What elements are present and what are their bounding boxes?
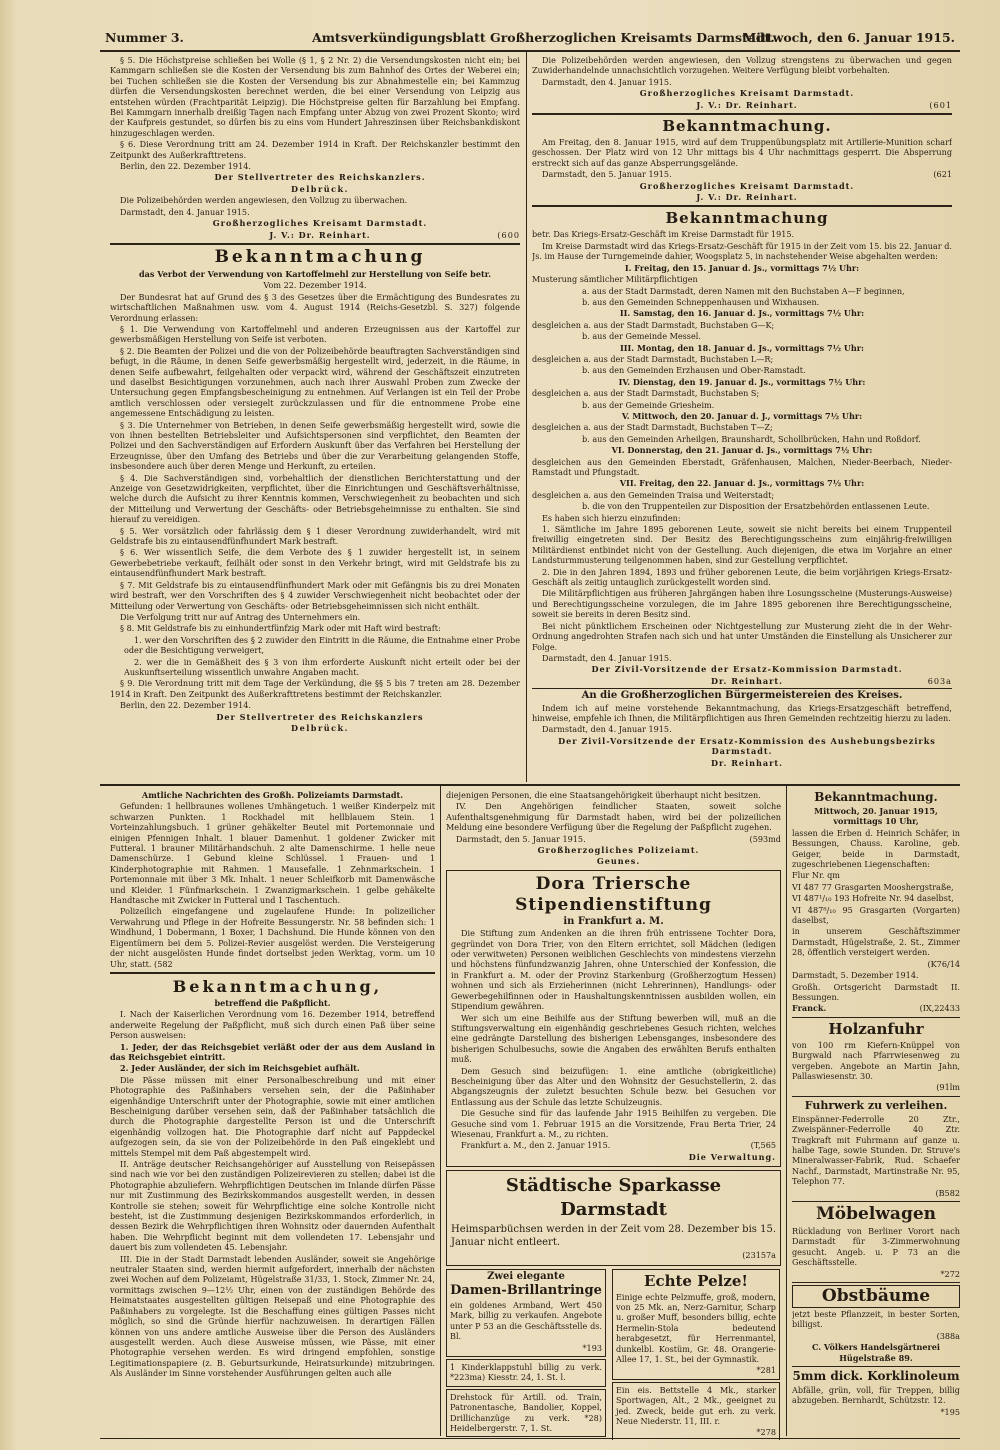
- schedule-day: I. Freitag, den 15. Januar d. Js., vormittags 7½ Uhr:: [624, 262, 860, 273]
- schedule-entry: b. aus den Gemeinden Arheilgen, Braunshardt, Schollbrücken, Hahn und Roßdorf.: [582, 433, 921, 444]
- body-paragraph: III. Die in der Stadt Darmstadt lebenden Ausländer, soweit sie Angehörige neutraler Staaten sind, werden hiermit aufgefordert, innerhalb der nächsten zwei Wochen auf dem Polizeiamt, Hügelstraße 31/33, 1. Stock, Zimmer Nr. 24, vormittags zwischen 9—12½ Uhr, einen von der zuständigen Behörde des Heimatstaates ausgestellten gültigen Reisepaß und eine Photographie des Paßinhabers zu vorgelegte. Ist die Beschaffung eines gültigen Passes nicht möglich, so sind die Gründe hierfür nachzuweisen. In derartigen Fällen können von uns andere amtliche Ausweise über die Person des Ausländers ausgestellt werden. Auch diese Ausweise müssen, wie Pässe, mit einer Photographie versehen werden. Es wird dringend empfohlen, sonstige Legitimationspapiere (z. B. Geburtsurkunde, Heiratsurkunde) mitzubringen. Als Ausländer im Sinne vorstehender Ausführungen gelten auch alle: [110, 1253, 435, 1379]
- advert-signature: Großh. Ortsgericht Darmstadt II. Bessungen.: [792, 981, 960, 1002]
- advert-heading: Dora Triersche Stipendienstiftung: [515, 873, 712, 915]
- advert-heading: Möbelwagen: [815, 1204, 937, 1224]
- sparkasse-advert: [446, 1170, 781, 1265]
- schedule-entry: b. aus den Gemeinden Erzhausen und Ober-Ramstadt.: [582, 365, 806, 376]
- signature-title: Der Stellvertreter des Reichskanzlers.: [214, 172, 426, 183]
- section-divider: [532, 113, 952, 115]
- advert-heading: Fuhrwerk zu verleihen.: [804, 1098, 948, 1112]
- vehicle-rental-advert: [792, 1099, 960, 1202]
- advert-heading: Städtische Sparkasse Darmstadt: [505, 1175, 722, 1221]
- advert-text: Einige echte Pelzmuffe, groß, modern, von 25 Mk. an, Nerz-Garnitur, Scharp u. großer Muff, besonders billig, echte Hermelin-Stola bedeutend herabgesetzt, für Herrenmantel, dunkelbl. Kostüm, Gr. 48. Orangerie-Allee 17, 1. St., bei der Gymnastik.: [616, 1291, 776, 1365]
- signature-name: J. V.: Dr. Reinhart.: [269, 229, 371, 240]
- advert-text: Einspänner-Federrolle 20 Ztr., Zweispänner-Federrolle 40 Ztr. Tragkraft mit Fuhrmann auf ganze u. halbe Tage, sowie Stunden. Dr. Struve's Mineralwasser-Fabrik, Rud. Schaefer Nachf., Darmstadt, Martinstraße Nr. 95, Telephon 77.: [792, 1113, 960, 1187]
- table-row: VI 487 77 Grasgarten Mooshergstraße,: [792, 881, 954, 892]
- found-items-list: Gefunden: 1 hellbraunes wollenes Umhängetuch. 1 weißer Kinderpelz mit schwarzen Punkten. 1 Rockhadel mit hellblauem Stein. 1 Vorteinzahlungsbuch. 1 grüner gehäkelter Beutel mit Portemonnaie und einigen Pfennigen Inhalt. 1 blauer Damenhut. 1 goldener Zwicker mit Futteral. 1 brauner Militärhandschuh. 2 alte Damenschirme. 1 helle neue Damenschürze. 1 Gebund kleine Schlüssel. 1 Frauen- und 1 Kinderphotographie mit Rahmen. 1 Mausefalle. 1 Zehnmarkschein. 1 Portemonnaie mit über 3 Mk. Inhalt. 1 neuer Schleifkorb mit Damenwäsche und Kleider. 1 Fünfmarkschein. 1 Zwanzigmarkschein. 1 gelbe gehäkelte Handtasche mit Zwicker in Futteral und 1 Taschentuch.: [110, 801, 435, 906]
- body-paragraph: 1. Sämtliche im Jahre 1895 geborenen Leute, soweit sie nicht bereits bei einem Truppenteil freiwillig eingetreten sind. Der Besitz des Berechtigungsscheins zum einjährig-freiwilligen Militärdienst entbindet nicht von der Gestellung. Auch diejenigen, die etwa im Vorjahre an einer Landsturmmusterung teilgenommen haben, sind zur Gestellung verpflichtet.: [532, 524, 952, 566]
- advert-text: Abfälle, grün, voll, für Treppen, billig abzugeben. Bernhardt, Schützstr. 12.: [792, 1385, 960, 1406]
- body-paragraph: IV. Den Angehörigen feindlicher Staaten, soweit solche Aufenthaltsgenehmigung für Darmstadt haben, wird bei der polizeilichen Meldung eine besondere Verfügung über die Regelung der Paßpflicht zugehen.: [446, 801, 781, 833]
- dogs-paragraph: [110, 906, 435, 968]
- signature-line: [532, 676, 952, 686]
- schedule-day: VI. Donnerstag, den 21. Januar d. Js., vormittags 7½ Uhr:: [611, 445, 873, 456]
- advert-dateline: [451, 1140, 776, 1150]
- advert-heading: Holzanfuhr: [828, 1019, 924, 1038]
- column-divider: [526, 52, 527, 782]
- body-paragraph: § 6. Wer wissentlich Seife, die dem Verbote des § 1 zuwider hergestellt ist, in seinem Gewerbebetriebe verkauft, feilhält oder sonst in den Verkehr bringt, wird mit Geldstrafe bis zu eintausendfünfhundert Mark bestraft.: [110, 547, 520, 579]
- body-paragraph: Bei nicht pünktlichem Erscheinen oder Nichtgestellung zur Musterung zieht die in der Wehr-Ordnung angedrohten Strafen nach sich und hat unter Umständen die Einstellung als Unsicherer zur Folge.: [532, 620, 952, 652]
- body-paragraph: Der Bundesrat hat auf Grund des § 3 des Gesetzes über die Ermächtigung des Bundesrates zu wirtschaftlichen Maßnahmen usw. vom 4. August 1914 (Reichs-Gesetzbl. S. 327) folgende Verordnung erlassen:: [110, 291, 520, 323]
- advert-text: jetzt beste Pflanzzeit, in bester Sorten, billigst.: [792, 1309, 960, 1330]
- furs-advert-box: [612, 1269, 780, 1380]
- notice-number: (600: [497, 229, 520, 240]
- advert-heading: Damen-Brillantringe: [450, 1283, 602, 1298]
- section-divider: [532, 688, 952, 689]
- stipend-advert: [446, 870, 781, 1167]
- announcement-heading: Bekanntmachung.: [662, 117, 832, 136]
- schedule-entry: a. aus der Stadt Darmstadt, deren Namen mit den Buchstaben A—F beginnen,: [582, 285, 905, 296]
- signature-line: [110, 230, 520, 240]
- signature-name: Dr. Reinhart.: [711, 757, 783, 768]
- dateline-text: Darmstadt, den 5. Januar 1915.: [542, 169, 672, 180]
- dogs-text: Polizeilich eingefangene und zugelaufene Hunde: In polizeilicher Verwahrung und Pflege in der Hofreite Bessungerstr. Nr. 58 befinden sich: 1 Windhund, 1 Dobermann, 1 Boxer, 1 Dachshund. Die Hunde können von den Eigentümern bei dem 5. Polizei-Revier ausgelöst werden. Die Versteigerung der nicht ausgelösten Hunde findet dortselbst jeden Werktag, vorm. um 10 Uhr, statt.: [110, 906, 435, 969]
- notice-number: *195: [940, 1406, 960, 1417]
- schedule-entry: Musterung sämtlicher Militärpflichtigen: [532, 274, 698, 285]
- body-paragraph: Die Verfolgung tritt nur auf Antrag des Unternehmers ein.: [120, 611, 361, 622]
- signature-name: Delbrück.: [291, 722, 349, 733]
- advert-text: Dem Gesuch sind beizufügen: 1. eine amtliche (obrigkeitliche) Bescheinigung über das Alter und den Wohnsitz der Gesuchstellerin, 2. das Abgangszeugnis der zuletzt besuchten Schule bezw. bei Gesuchen vor Entlassung aus der Schule das letzte Schulzeugnis.: [451, 1065, 776, 1107]
- bed-advert: [612, 1382, 780, 1440]
- announcement-subheading: betr. Das Kriegs-Ersatz-Geschäft im Kreise Darmstadt für 1915.: [532, 229, 795, 240]
- paper-title: Amtsverkündigungsblatt Großherzoglichen Kreisamts Darmstadt.: [312, 30, 775, 45]
- advert-text: Wer sich um eine Beihilfe aus der Stiftung bewerben will, muß an die Stiftungsverwaltung ein eigenhändig geschriebenes Gesuch richten, welches eine gedrängte Darstellung des bisherigen Lebensganges, insbesondere des bisherigen Schulbesuchs, sowie die Angaben des erwählten Berufs enthalten muß.: [451, 1012, 776, 1065]
- dateline-text: Frankfurt a. M., den 2. Januar 1915.: [461, 1140, 611, 1151]
- dateline: Berlin, den 22. Dezember 1914.: [120, 700, 251, 711]
- kreisamt-signature: Großherzogliches Kreisamt Darmstadt.: [639, 88, 855, 99]
- advert-heading: Obstbäume: [792, 1285, 960, 1308]
- chair-advert: [446, 1359, 606, 1387]
- table-row: VI 487⁸/₁₀ 95 Grasgarten (Vorgarten) daselbst,: [792, 904, 960, 926]
- announcement-date: Vom 22. Dezember 1914.: [263, 280, 367, 291]
- schedule-entry: b. aus den Gemeinden Schneppenhausen und Wixhausen.: [582, 296, 820, 307]
- notice-number: *193: [582, 1342, 602, 1353]
- signature-title: Der Zivil-Vorsitzende der Ersatz-Kommission des Aushebungsbezirks Darmstadt.: [558, 735, 936, 757]
- signature-name: J. V.: Dr. Reinhart.: [696, 192, 798, 203]
- list-item: 2. Jeder Ausländer, der sich im Reichsgebiet aufhält.: [120, 1063, 360, 1074]
- issue-number: Nummer 3.: [105, 30, 184, 45]
- page-header: [105, 30, 955, 50]
- dateline: Darmstadt, 5. Dezember 1914.: [792, 970, 919, 981]
- notice-number: (B582: [935, 1187, 960, 1198]
- schedule-day: VII. Freitag, den 22. Januar d. Js., vormittags 7½ Uhr:: [619, 478, 865, 489]
- dateline: Darmstadt, den 4. Januar 1915.: [542, 76, 672, 87]
- section-rule: [100, 784, 960, 786]
- list-item: 1. wer den Vorschriften des § 2 zuwider den Eintritt in die Räume, die Entnahme einer Probe oder die Besichtigung verweigert,: [124, 634, 520, 656]
- dateline-text: Darmstadt, den 5. Januar 1915.: [456, 833, 586, 844]
- notice-number: (IX,22433: [919, 1003, 960, 1014]
- advert-text: Drehstock für Artill. od. Train, Patronentasche, Bandolier, Koppel, Drillichanzüge zu verk. *28) Heidelbergerstr. 7, 1. St.: [450, 1391, 602, 1434]
- body-paragraph: I. Nach der Kaiserlichen Verordnung vom 16. Dezember 1914, betreffend anderweite Regelung der Paßpflicht, muß sich durch einen Paß über seine Person ausweisen:: [110, 1009, 435, 1041]
- police-instruction: Die Polizeibehörden werden angewiesen, den Vollzug zu überwachen.: [120, 195, 408, 206]
- body-paragraph: § 4. Die Sachverständigen sind, vorbehaltlich der dienstlichen Berichterstattung und der Anzeige von Gesetzwidrigkeiten, verpflichtet, über die Einrichtungen und Geschäftsverhältnisse, welche durch die Aufsicht zu ihrer Kenntnis kommen, Verschwiegenheit zu beobachten und sich der Mitteilung und Verwertung der Geschäfts- oder Betriebsgeheimnisse zu enthalten. Sie sind hierauf zu vereidigen.: [110, 472, 520, 525]
- signature-name: J. V.: Dr. Reinhart.: [696, 99, 798, 110]
- announcement-subheading: betreffend die Paßpflicht.: [214, 997, 331, 1008]
- announcement-heading: An die Großherzoglichen Bürgermeistereien des Kreises.: [581, 690, 903, 702]
- small-adverts: [446, 1269, 781, 1438]
- advert-heading: Echte Pelze!: [644, 1271, 748, 1290]
- ordinance-validity: § 6. Diese Verordnung tritt am 24. Dezember 1914 in Kraft. Der Reichskanzler bestimmt den Zeitpunkt des Außerkrafttretens.: [110, 139, 520, 160]
- body-paragraph: 2. Die in den Jahren 1894, 1893 und früher geborenen Leute, die beim vorjährigen Kriegs-Ersatz-Geschäft als zeitig untauglich zurückgestellt worden sind.: [532, 566, 952, 588]
- advert-text: Die Stiftung zum Andenken an die ihren früh entrissene Tochter Dora, gegründet von Dora Trier, von den Eltern errichtet, soll Mädchen (ledigen oder verwitweten) Personen weiblichen Geschlechts von mindestens vierzehn und höchstens fünfundzwanzig Jahren, ohne Unterschied der Konfession, die in Frankfurt a. M. oder der Provinz Starkenburg (Großherzogtum Hessen) wohnen und sich als Erzieherinnen (nicht Lehrerinnen), Handlungs- oder Gewerbegehilfinnen oder in Haushaltungskenntnissen ausbilden wollen, ein Stipendium gewähren.: [451, 928, 776, 1012]
- schedule-entry: desgleichen a. aus der Stadt Darmstadt, Buchstaben S;: [532, 388, 760, 399]
- body-paragraph: II. Anträge deutscher Reichsangehöriger auf Ausstellung von Reisepässen sind nach wie vor bei den zuständigen Polizeirevieren zu stellen; dabei ist die Photographie abzuliefern. Wehrpflichtigen Deutschen im Inlande dürfen Pässe nur mit Zustimmung des Bezirkskommandos ausgestellt werden, in dessen Kontrolle sie stehen; soweit für Wehrpflichtige eine solche Kontrolle nicht besteht, ist die Zustimmung desjenigen Bezirkskommandos erforderlich, in dessen Bezirk die Wehrpflichtigen ihren Wohnsitz oder dauernden Aufenthalt haben. Die Wehrpflicht beginnt mit dem vollendeten 17. Lebensjahr und dauert bis zum vollendeten 45. Lebensjahr.: [110, 1159, 435, 1253]
- advert-heading: Bekanntmachung.: [814, 790, 938, 804]
- signature-name: Franck.: [792, 1003, 827, 1014]
- body-paragraph: Es haben sich hierzu einzufinden:: [542, 512, 681, 523]
- bottom-rule: [100, 1438, 960, 1439]
- signature-name: Delbrück.: [291, 183, 349, 194]
- section-divider: [110, 972, 435, 974]
- advert-text: Heimsparbüchsen werden in der Zeit vom 28. Dezember bis 15. Januar nicht entleert.: [451, 1224, 776, 1249]
- auction-advert: [792, 790, 960, 1018]
- signature-title: Der Stellvertreter des Reichskanzlers: [216, 711, 424, 722]
- advert-date: Mittwoch, 20. Januar 1915, vormittags 10 Uhr,: [814, 806, 938, 827]
- notice-number: (601: [929, 99, 952, 110]
- body-paragraph: Indem ich auf meine vorstehende Bekanntmachung, das Kriegs-Ersatzgeschäft betreffend, hinweise, empfehle ich Ihnen, die Militärpflichtigen aus Ihren Gemeinden rechtzeitig hierzu zu laden.: [532, 702, 952, 723]
- body-paragraph: § 5. Wer vorsätzlich oder fahrlässig dem § 1 dieser Verordnung zuwiderhandelt, wird mit Geldstrafe bis zu eintausendfünfhundert Mark bestraft.: [110, 525, 520, 547]
- schedule-entry: desgleichen a. aus der Stadt Darmstadt, Buchstaben G—K;: [532, 319, 775, 330]
- rings-advert: [446, 1269, 606, 1438]
- signature-title: Der Zivil-Vorsitzende der Ersatz-Kommission Darmstadt.: [591, 664, 903, 675]
- schedule-entry: desgleichen a. aus den Gemeinden Traisa und Weiterstadt;: [532, 489, 775, 500]
- notice-number: (593md: [749, 833, 781, 844]
- dateline: [446, 834, 781, 844]
- list-item: 2. wer die in Gemäßheit des § 3 von ihm erforderte Auskunft nicht erteilt oder bei der Auskunftserteilung wissentlich unwahre Angaben macht.: [124, 656, 520, 677]
- list-item: 1. Jeder, der das Reichsgebiet verläßt oder der aus dem Ausland in das Reichsgebiet eintritt.: [110, 1041, 435, 1062]
- schedule-day: IV. Dienstag, den 19. Januar d. Js., vormittags 7½ Uhr:: [618, 376, 866, 387]
- notice-number: (388a: [936, 1330, 960, 1341]
- announcement-heading: Bekanntmachung,: [172, 976, 383, 996]
- body-paragraph: Am Freitag, den 8. Januar 1915, wird auf dem Truppenübungsplatz mit Artillerie-Munition scharf geschossen. Der Platz wird von 12 Uhr mittags bis 4 Uhr nachmittags gesperrt. Die Absperrung erstreckt sich auf das ganze Absperrungsgelände.: [532, 137, 952, 168]
- schedule-day: V. Mittwoch, den 20. Januar d. J., vormittags 7½ Uhr:: [621, 410, 863, 421]
- police-news-heading: Amtliche Nachrichten des Großh. Polizeiamts Darmstadt.: [141, 790, 404, 800]
- wool-price-paragraph: § 5. Die Höchstpreise schließen bei Wolle (§ 1, § 2 Nr. 2) die Versendungskosten nicht ein; bei Kammgarn schließen sie die Kosten der Versendung bis zum Bahnhof des Ortes der Weberei ein; bei Tuchen schließen sie die Kosten der Versendung bis zur Abnahmestelle ein; bei Kammzug dürfen die Versendungskosten berechnet werden, die bei einer Versendung von Leipzig aus entstehen würden (Frachtparität Leipzig). Die Höchstpreise gelten für Barzahlung bei Empfang. Bei Kammgarn innerhalb dreißig Tagen nach Empfang unter Abzug von zwei Prozent Skonto; wird der Kaufpreis gestundet, so dürfen bis zu eins vom Hundert Jahreszinsen über Reichsbankdiskont hinzugeschlagen werden.: [110, 55, 520, 138]
- column-divider: [440, 786, 441, 1436]
- schedule-entry: b. aus der Gemeinde Griesheim.: [582, 399, 715, 410]
- dateline: Darmstadt, den 4. Januar 1915.: [542, 652, 672, 663]
- schedule-entry: desgleichen a. aus der Stadt Darmstadt, Buchstaben T—Z;: [532, 422, 773, 433]
- notice-number: *278: [756, 1427, 776, 1438]
- table-row: VI 487¹/₁₀ 193 Hofreite Nr. 94 daselbst,: [792, 893, 954, 904]
- lower-middle-column: [446, 790, 781, 1440]
- furs-advert: [612, 1269, 780, 1440]
- advert-text: ein goldenes Armband, Wert 450 Mark, billig zu verkaufen. Angebote unter P 53 an die Geschäftsstelle ds. Bl.: [450, 1300, 602, 1342]
- header-rule: [100, 50, 960, 52]
- advert-signature: Die Verwaltung.: [688, 1151, 776, 1162]
- wood-transport-advert: [792, 1020, 960, 1097]
- announcement-heading: Bekanntmachung: [665, 209, 829, 228]
- issue-date: Mittwoch, den 6. Januar 1915.: [742, 30, 955, 45]
- signature-line: [792, 1003, 960, 1013]
- advert-text: in unserem Geschäftszimmer Darmstadt, Hügelstraße, 2. St., Zimmer 28, öffentlich versteigert werden.: [792, 926, 960, 958]
- advert-text: lassen die Erben d. Heinrich Schäfer, in Bessungen, Chauss. Karoline, geb. Geiger, beide in Darmstadt, zugeschriebenen Liegenschaften:: [792, 827, 960, 870]
- advert-heading: Zwei elegante: [487, 1270, 565, 1282]
- section-divider: [110, 243, 520, 245]
- upper-left-column: [110, 55, 520, 785]
- notice-number: *281: [756, 1365, 776, 1376]
- advert-text: von 100 rm Kiefern-Knüppel von Burgwald nach Pfarrwiesenweg zu vergeben. Angebote an Martin Jahn, Pallaswiesenstr. 30.: [792, 1039, 960, 1081]
- advert-text: Ein eis. Bettstelle 4 Mk., starker Sportwagen, Alt., 2 Mk., geeignet zu jed. Zweck, beide gut erh. zu verk. Neue Niederstr. 11, III. r.: [616, 1384, 776, 1427]
- body-paragraph: § 3. Die Unternehmer von Betrieben, in denen Seife gewerbsmäßig hergestellt wird, sowie die von ihnen bestellten Betriebsleiter und Aufsichtspersonen sind verpflichtet, den Beamten der Polizei und den Sachverständigen auf Erfordern Auskunft über das Verfahren bei Herstellung der Erzeugnisse, über den Umfang des Betriebs und über die zur Verarbeitung gelangenden Stoffe, insbesondere auch über deren Menge und Herkunft, zu erteilen.: [110, 419, 520, 472]
- signature-name: Dr. Reinhart.: [711, 675, 783, 686]
- body-paragraph: § 2. Die Beamten der Polizei und die von der Polizeibehörde beauftragten Sachverständigen sind befugt, in die Räume, in denen Seife gewerbsmäßig hergestellt wird, jederzeit, in die Räume, in denen Seife aufbewahrt, feilgehalten oder verpackt wird, während der Geschäftszeit einzutreten und daselbst Besichtigungen vorzunehmen, auch nach ihrer Auswahl Proben zum Zwecke der Untersuchung gegen Empfangsbescheinigung zu entnehmen. Auf Verlangen ist ein Teil der Probe amtlich verschlossen oder versiegelt zurückzulassen und für die entnommene Probe eine angemessene Entschädigung zu leisten.: [110, 345, 520, 419]
- notice-number: *272: [940, 1268, 960, 1279]
- advert-text: 1 Kinderklappstuhl billig zu verk. *223ma) Kiesstr. 24, 1. St. l.: [450, 1362, 602, 1383]
- body-paragraph: § 7. Mit Geldstrafe bis zu eintausendfünfhundert Mark oder mit Gefängnis bis zu drei Monaten wird bestraft, wer den Vorschriften des § 4 zuwider Verschwiegenheit nicht beobachtet oder der Mitteilung oder Verwertung von Geschäfts- oder Betriebsgeheimnissen sich nicht enthält.: [110, 579, 520, 611]
- notice-number: (T,565: [750, 1140, 776, 1151]
- schedule-entry: b. aus der Gemeinde Messel.: [582, 331, 701, 342]
- schedule-entry: desgleichen aus den Gemeinden Eberstadt, Gräfenhausen, Malchen, Nieder-Beerbach, Nieder-Ramstadt und Pfungstadt.: [532, 456, 952, 477]
- schedule-entry: desgleichen a. aus der Stadt Darmstadt, Buchstaben L—R;: [532, 353, 774, 364]
- military-gear-advert: [446, 1389, 606, 1438]
- police-signature: Großherzogliches Polizeiamt.: [537, 845, 700, 856]
- announcement-heading: Bekanntmachung: [214, 246, 426, 267]
- announcement-subheading: das Verbot der Verwendung von Kartoffelmehl zur Herstellung von Seife betr.: [138, 268, 492, 279]
- notice-number: (621: [933, 169, 952, 180]
- dateline: Darmstadt, den 4. Januar 1915.: [542, 724, 672, 735]
- notice-number: 603a: [927, 675, 952, 686]
- table-header: Flur Nr. qm: [792, 870, 840, 881]
- advert-subheading: in Frankfurt a. M.: [563, 915, 664, 927]
- signature-line: [532, 100, 952, 110]
- rings-advert-box: [446, 1269, 606, 1357]
- dateline: [532, 169, 952, 179]
- body-paragraph: § 8. Mit Geldstrafe bis zu einhundertfünfzig Mark oder mit Haft wird bestraft:: [120, 623, 441, 634]
- advert-text: Die Gesuche sind für das laufende Jahr 1915 Beihilfen zu vergeben. Die Gesuche sind vom 1. Februar 1915 an die Vorsitzende, Frau Berta Trier, 24 Wiesenau, Frankfurt a. M., zu richten.: [451, 1108, 776, 1139]
- signature-name: Geunes.: [596, 856, 641, 867]
- kreisamt-signature: Großherzogliches Kreisamt Darmstadt.: [639, 180, 855, 191]
- body-paragraph: Die Militärpflichtigen aus früheren Jahrgängen haben ihre Losungsscheine (Musterungs-Ausweise) und Berechtigungsscheine vorzulegen, die im Jahre 1895 geborenen ihre Berechtigungsscheine, soweit sie bereits in deren Besitz sind.: [532, 588, 952, 620]
- dateline: Berlin, den 22. Dezember 1914.: [120, 161, 251, 172]
- schedule-day: III. Montag, den 18. Januar d. Js., vormittags 7½ Uhr:: [619, 342, 865, 353]
- notice-number: (23157a: [742, 1250, 776, 1261]
- body-paragraph: Die Polizeibehörden werden angewiesen, den Vollzug strengstens zu überwachen und gegen Zuwiderhandelnde unnachsichtlich vorzugehen. Weitere Verfügung bleibt vorbehalten.: [532, 55, 952, 76]
- lower-right-column: [792, 790, 960, 1440]
- notice-number: (K76/14: [927, 958, 960, 969]
- body-paragraph: § 1. Die Verwendung von Kartoffelmehl und anderen Erzeugnissen aus der Kartoffel zur gewerbsmäßigen Herstellung von Seife ist verboten.: [110, 323, 520, 345]
- linoleum-advert: [792, 1369, 960, 1417]
- section-divider: [532, 205, 952, 207]
- fruit-trees-advert: [792, 1285, 960, 1367]
- moving-van-advert: [792, 1204, 960, 1283]
- notice-number: (91lm: [936, 1082, 960, 1093]
- body-paragraph: Im Kreise Darmstadt wird das Kriegs-Ersatz-Geschäft für 1915 in der Zeit vom 15. bis 22. Januar d. Js. im Hause der Turngemeinde dahier, Woogsplatz 5, in nachstehender Weise abgehalten werden:: [532, 240, 952, 262]
- column-divider: [786, 786, 787, 1436]
- body-paragraph: diejenigen Personen, die eine Staatsangehörigkeit überhaupt nicht besitzen.: [446, 790, 761, 800]
- lower-left-column: [110, 790, 435, 1440]
- upper-right-column: [532, 55, 952, 785]
- body-paragraph: § 9. Die Verordnung tritt mit dem Tage der Verkündung, die §§ 5 bis 7 treten am 28. Dezember 1914 in Kraft. Den Zeitpunkt des Außerkrafttretens bestimmt der Reichskanzler.: [110, 678, 520, 699]
- dateline: Darmstadt, den 4. Januar 1915.: [120, 206, 250, 217]
- advert-signature: C. Völkers Handelsgärtnerei Hügelstraße 89.: [812, 1342, 940, 1363]
- notice-number: (582: [154, 958, 173, 969]
- advert-text: Rückladung von Berliner Vorort nach Darmstadt für 3-Zimmerwohnung gesucht. Angeb. u. P 73 an die Geschäftsstelle.: [792, 1226, 960, 1268]
- schedule-day: II. Samstag, den 16. Januar d. Js., vormittags 7½ Uhr:: [619, 308, 865, 319]
- kreisamt-signature: Großherzogliches Kreisamt Darmstadt.: [212, 218, 428, 229]
- advert-heading: 5mm dick. Korklinoleum: [792, 1369, 960, 1384]
- body-paragraph: Die Pässe müssen mit einer Personalbeschreibung und mit einer Photographie des Paßinhabers versehen sein, der die Paßinhaber eigenhändige Unterschrift unter der Photographie, sowie mit einer amtlichen Bescheinigung darüber versehen sein, daß der Paßinhaber tatsächlich die durch die Photographie dargestellte Person ist und die Unterschrift eigenhändig vollzogen hat. Die Photographie darf nicht auf Pappdeckel aufgezogen sein, da sie von der Polizeibehörde in den Paß eingeklebt und mittels Stempel mit dem Paß abgestempelt wird.: [110, 1074, 435, 1158]
- schedule-entry: b. die von den Truppenteilen zur Disposition der Ersatzbehörden entlassenen Leute.: [582, 501, 930, 512]
